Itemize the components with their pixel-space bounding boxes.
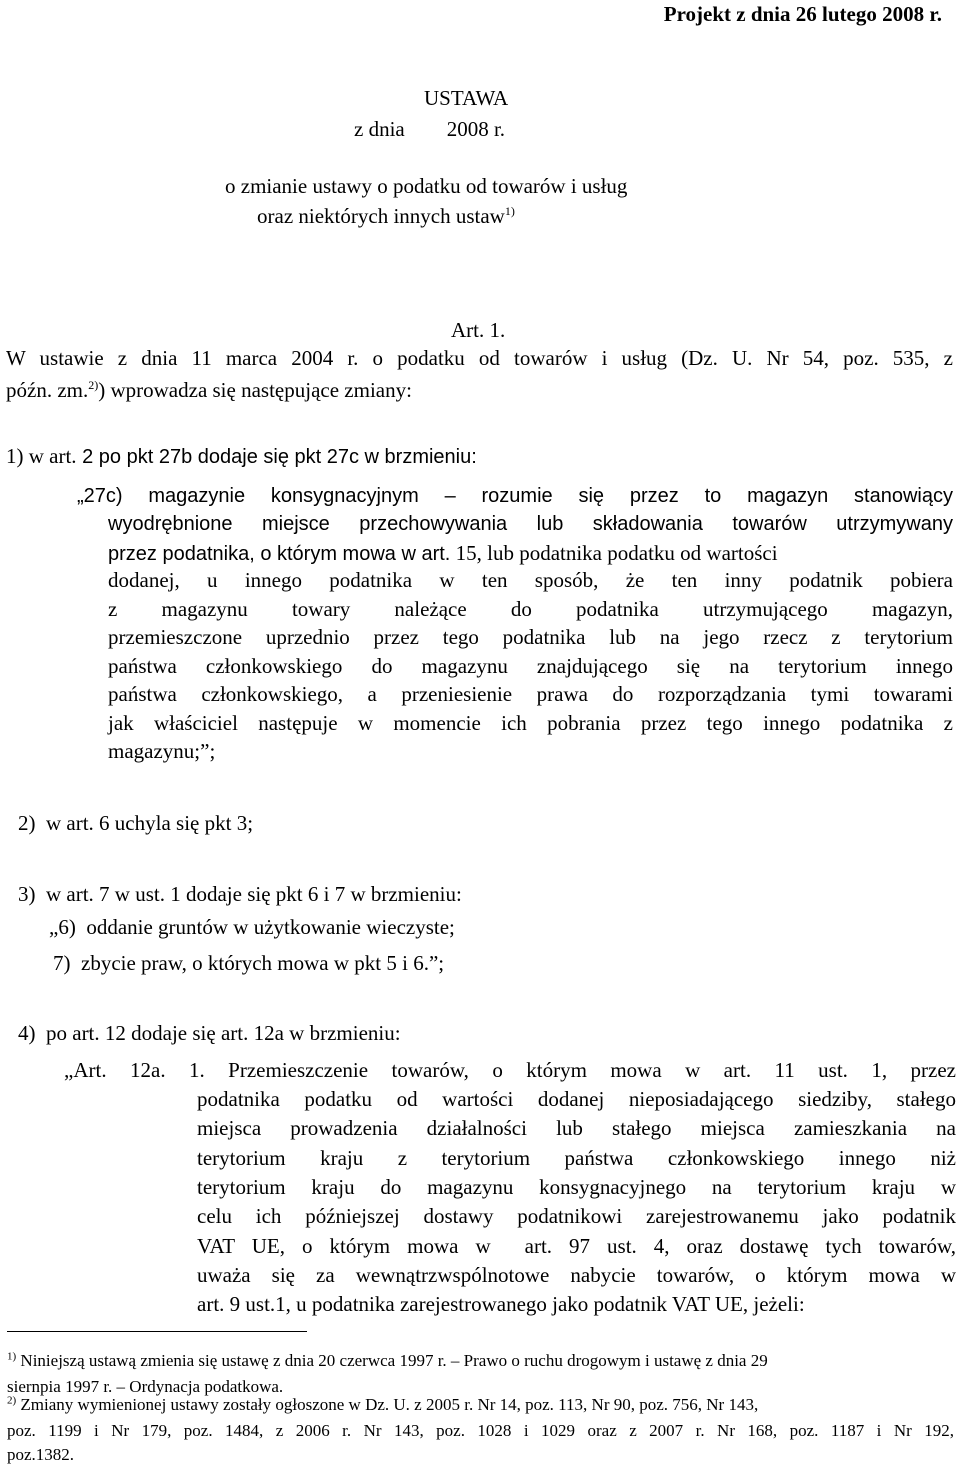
footnote-2-line2: poz. 1199 i Nr 179, poz. 1484, z 2006 r. Nr 143, poz. 1028 i 1029 oraz z 2007 r. Nr 168, poz. 1187 i Nr 192, bbox=[7, 1421, 954, 1440]
footnote-ref-1: 1) bbox=[504, 204, 515, 218]
point-3-lead: 3) w art. 7 w ust. 1 dodaje się pkt 6 i 7 w brzmieniu: bbox=[18, 882, 462, 906]
project-date: Projekt z dnia 26 lutego 2008 r. bbox=[663, 2, 942, 26]
act-subject-line1: o zmianie ustawy o podatku od towarów i usług bbox=[225, 174, 628, 198]
footnote-separator bbox=[7, 1331, 307, 1332]
point-4-quote-line: miejsca prowadzenia działalności lub stałego miejsca zamieszkania na bbox=[197, 1116, 956, 1140]
point-4-quote-first: „Art. 12a. 1. Przemieszczenie towarów, o którym mowa w art. 11 ust. 1, przez bbox=[64, 1058, 956, 1082]
point-4-lead: 4) po art. 12 dodaje się art. 12a w brzmieniu: bbox=[18, 1021, 401, 1045]
point-1-lead-b: 2 po pkt 27b dodaje się pkt 27c w brzmieniu: bbox=[76, 446, 477, 468]
footnote-2-line1 bbox=[7, 1396, 758, 1413]
point-1-quote-line: magazynu;”; bbox=[108, 739, 216, 763]
intro-text-a: późn. zm. bbox=[6, 378, 89, 402]
point-1-quote-line: przemieszczone uprzednio przez tego podatnika lub na jego rzecz z terytorium bbox=[108, 625, 953, 649]
point-1-quote-line: dodanej, u innego podatnika w ten sposób, że ten inny podatnik pobiera bbox=[108, 568, 953, 592]
footnote-ref-2: 2) bbox=[88, 378, 99, 392]
point-4-quote-line: terytorium kraju do magazynu konsygnacyjnego na terytorium kraju w bbox=[197, 1175, 956, 1199]
point-4-quote-line: celu ich późniejszej dostawy podatnikowi zarejestrowanemu jako podatnik bbox=[197, 1204, 956, 1228]
act-date: z dnia 2008 r. bbox=[354, 117, 506, 141]
point-1-quote-sans: przez podatnika, o którym mowa w art. bbox=[108, 543, 451, 565]
intro-text-b: ) wprowadza się następujące zmiany: bbox=[98, 378, 412, 402]
point-1-quote-line bbox=[108, 543, 778, 564]
footnote-1-line1 bbox=[7, 1352, 768, 1369]
act-type-heading: USTAWA bbox=[424, 86, 509, 110]
footnote-1-line2: siernpia 1997 r. – Ordynacja podatkowa. bbox=[7, 1377, 284, 1396]
point-4-quote-line: art. 9 ust.1, u podatnika zarejestrowanego jako podatnik VAT UE, jeżeli: bbox=[197, 1292, 805, 1316]
point-1-lead-a: 1) w art. bbox=[6, 444, 77, 468]
act-subject-line2 bbox=[257, 206, 515, 227]
point-1-quote-line: jak właściciel następuje w momencie ich pobrania przez tego innego podatnika z bbox=[108, 711, 953, 735]
point-1-quote-line: „27c) magazynie konsygnacyjnym – rozumie się przez to magazyn stanowiący bbox=[77, 485, 953, 507]
point-2: 2) w art. 6 uchyla się pkt 3; bbox=[18, 811, 254, 835]
point-1-quote-line: z magazynu towary należące do podatnika utrzymującego magazyn, bbox=[108, 597, 953, 621]
point-4-quote-line: VAT UE, o którym mowa w art. 97 ust. 4, oraz dostawę tych towarów, bbox=[197, 1234, 956, 1258]
article-1-intro-line2 bbox=[6, 380, 412, 401]
point-3-item-6: „6) oddanie gruntów w użytkowanie wieczyste; bbox=[49, 915, 455, 939]
act-subject-text: oraz niektórych innych ustaw bbox=[257, 204, 505, 228]
point-1-quote-line: państwa członkowskiego, a przeniesienie prawa do rozporządzania tymi towarami bbox=[108, 682, 953, 706]
footnote-1-text: Niniejszą ustawą zmienia się ustawę z dnia 20 czerwca 1997 r. – Prawo o ruchu drogowym i ustawę z dnia 29 bbox=[16, 1351, 768, 1370]
article-1-intro-line1: W ustawie z dnia 11 marca 2004 r. o podatku od towarów i usług (Dz. U. Nr 54, poz. 535, z bbox=[6, 346, 953, 370]
point-1-quote-line: państwa członkowskiego do magazynu znajdującego się na terytorium innego bbox=[108, 654, 953, 678]
footnote-2-line3: poz.1382. bbox=[7, 1445, 75, 1464]
point-1-lead bbox=[6, 446, 477, 467]
point-4-quote-line: terytorium kraju z terytorium państwa członkowskiego innego niż bbox=[197, 1146, 956, 1170]
point-1-quote-serif: 15, lub podatnika podatku od wartości bbox=[450, 541, 778, 565]
point-3-item-7: 7) zbycie praw, o których mowa w pkt 5 i 6.”; bbox=[53, 951, 445, 975]
point-4-quote-line: podatnika podatku od wartości dodanej nieposiadającego siedziby, stałego bbox=[197, 1087, 956, 1111]
point-4-quote-line: uważa się za wewnątrzwspólnotowe nabycie towarów, o którym mowa w bbox=[197, 1263, 956, 1287]
footnote-1-ref: 1) bbox=[7, 1350, 17, 1363]
article-1-heading: Art. 1. bbox=[451, 318, 506, 342]
footnote-2-ref: 2) bbox=[7, 1394, 17, 1407]
point-1-quote-line: wyodrębnione miejsce przechowywania lub składowania towarów utrzymywany bbox=[108, 513, 953, 535]
footnote-2-text: Zmiany wymienionej ustawy zostały ogłoszone w Dz. U. z 2005 r. Nr 14, poz. 113, Nr 90, poz. 756, Nr 143, bbox=[16, 1395, 759, 1414]
